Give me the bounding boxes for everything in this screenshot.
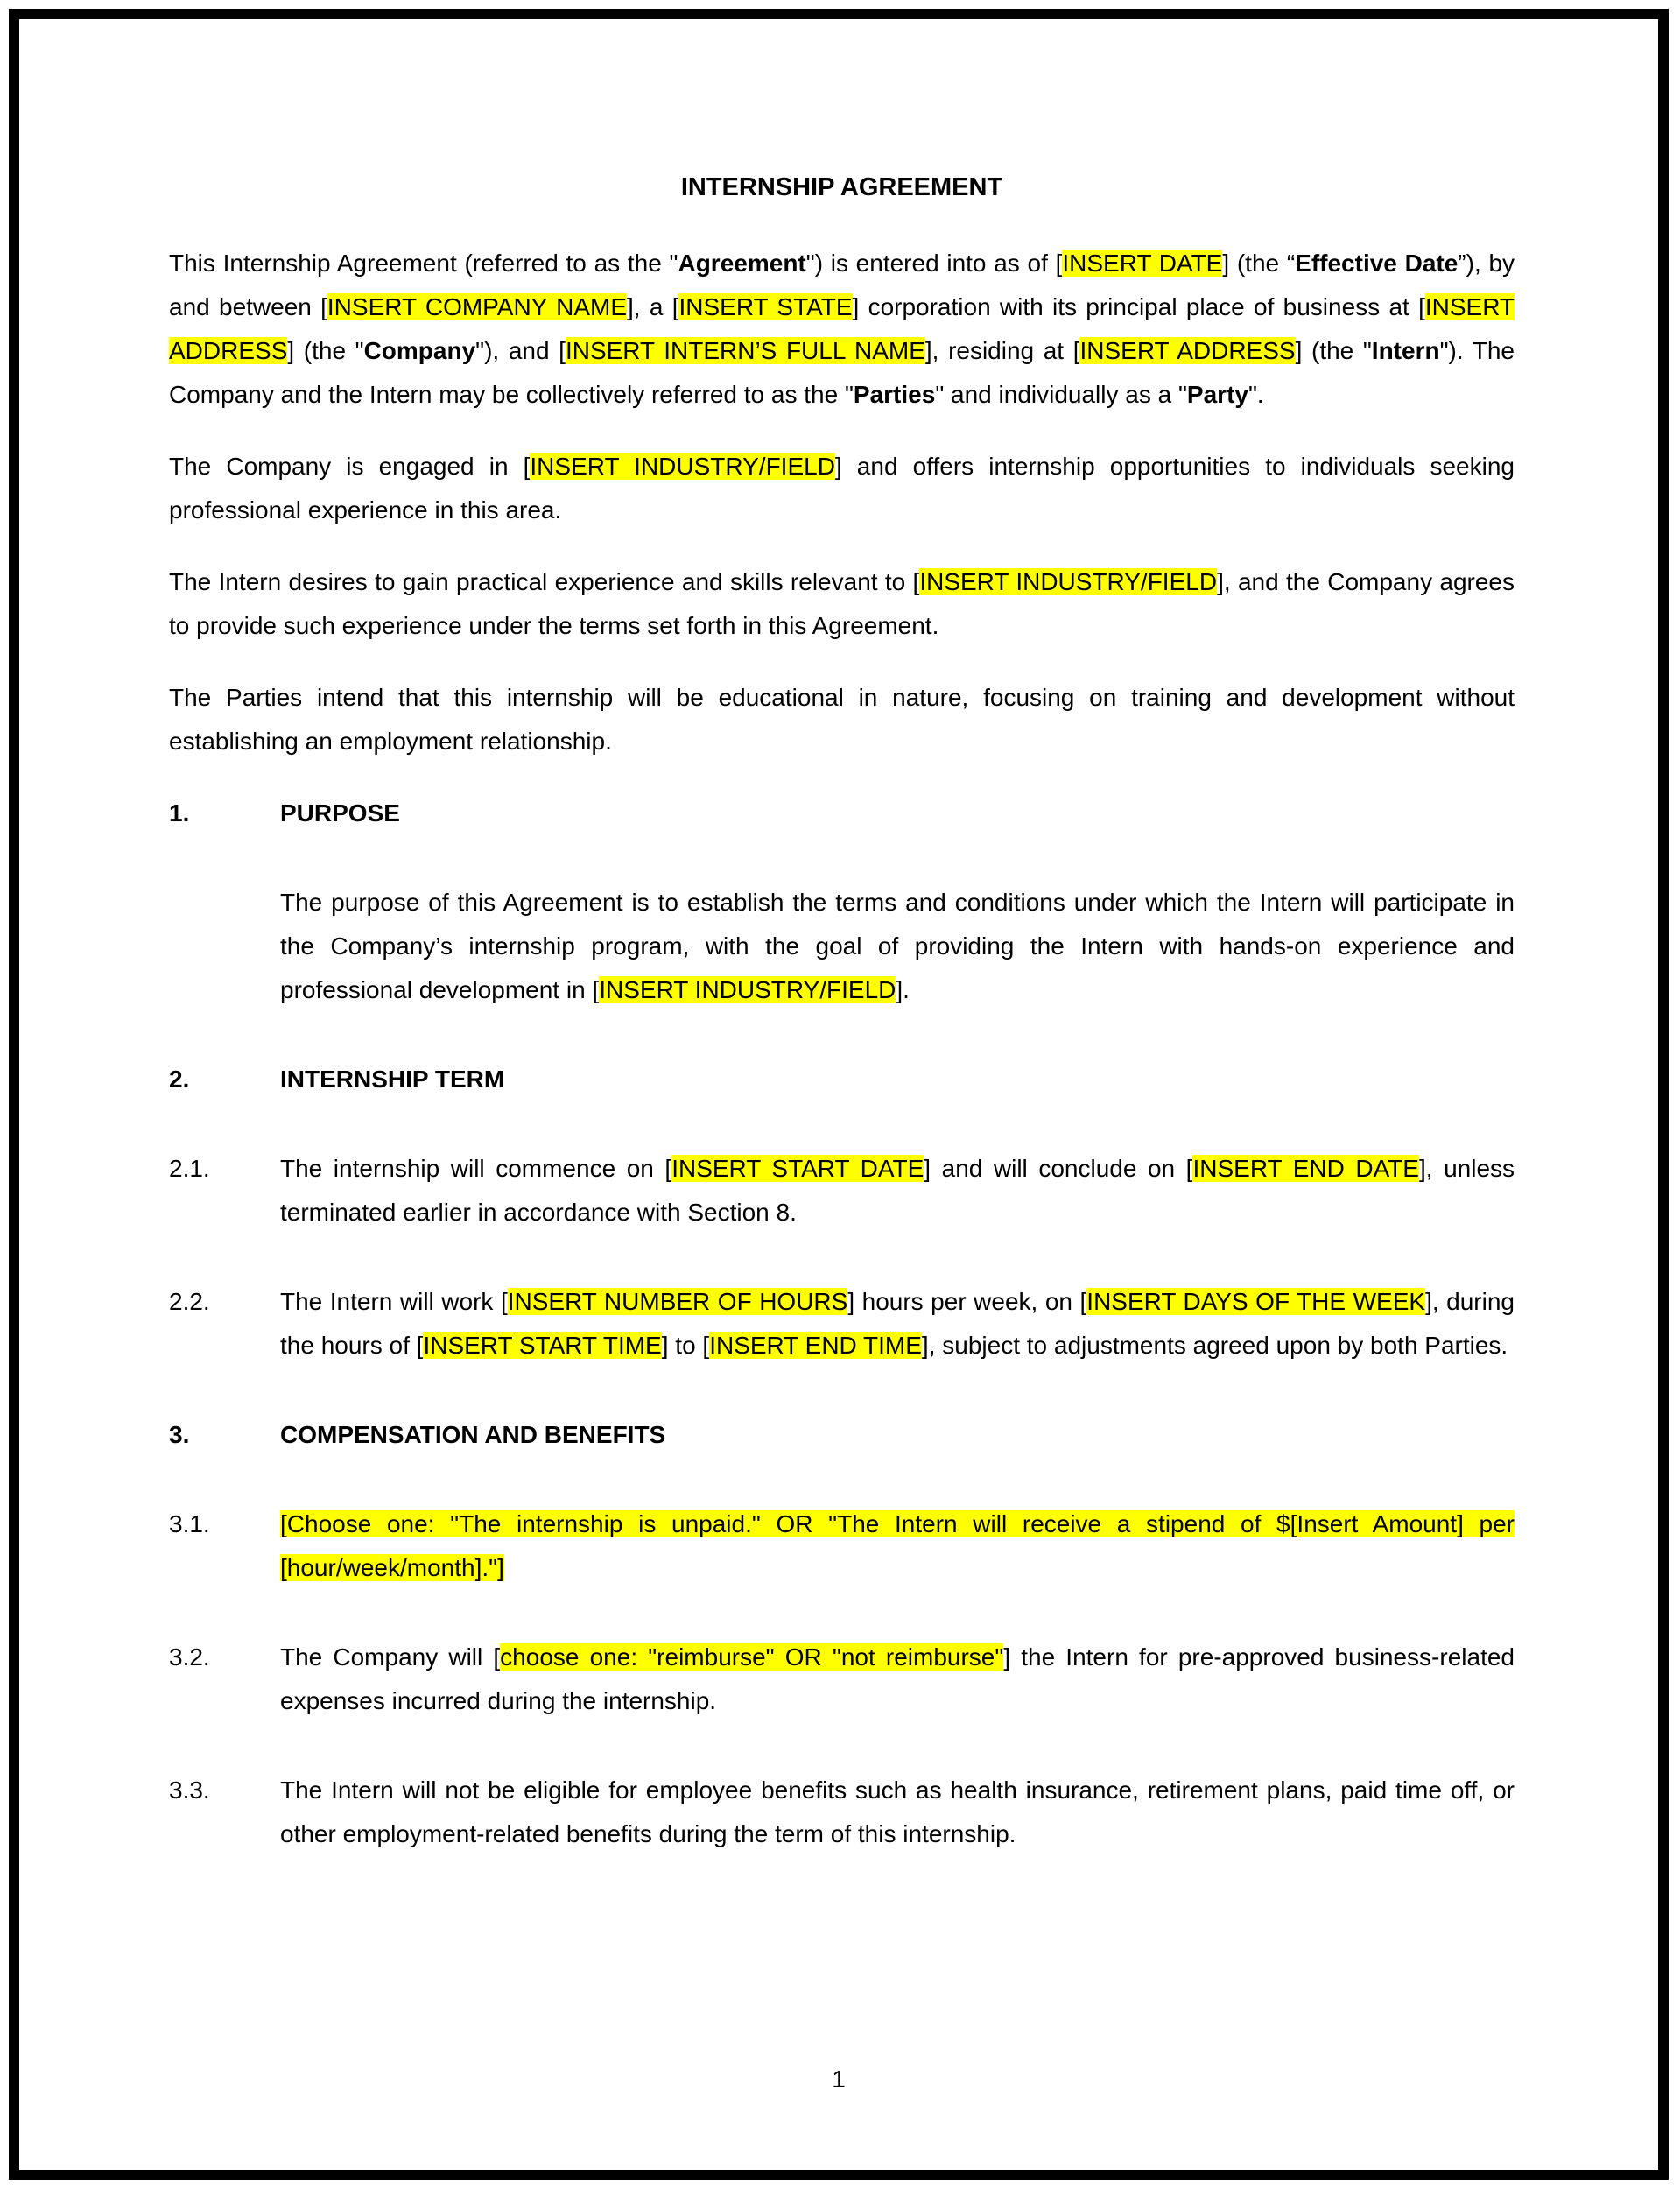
- clause-number: 3.3.: [169, 1776, 210, 1804]
- insert-placeholder: INSERT INDUSTRY/FIELD: [919, 568, 1218, 595]
- insert-placeholder: INSERT INDUSTRY/FIELD: [530, 453, 835, 480]
- clause-number: [169, 881, 280, 1012]
- insert-placeholder: INSERT INTERN’S FULL NAME: [565, 337, 925, 364]
- section-number: 2.: [169, 1066, 190, 1093]
- insert-placeholder: INSERT INDUSTRY/FIELD: [599, 976, 896, 1003]
- text-run: The purpose of this Agreement is to establish the terms and conditions under which the Intern will participate in the Company’s internship program, with the goal of providing the Intern with hands-on experience and professional development in [: [280, 889, 1515, 1003]
- clause-number: 2.2.: [169, 1288, 210, 1315]
- clause-text: [280, 1769, 1515, 1856]
- insert-placeholder: INSERT END TIME: [709, 1332, 922, 1359]
- text-run: The internship will commence on [: [280, 1155, 672, 1182]
- text-run: Company: [363, 337, 476, 364]
- text-run: ], unless terminated earlier in accordance with Section 8.: [280, 1155, 1515, 1226]
- section-heading-compensation: [169, 1413, 1515, 1457]
- clause-2-2: [169, 1280, 1515, 1368]
- text-run: ], during the hours of [: [280, 1288, 1515, 1359]
- clause-text: [280, 1502, 1515, 1590]
- clause-text: [280, 1280, 1515, 1368]
- text-run: ], and the Company agrees to provide such experience under the terms set forth in this Agreement.: [169, 568, 1515, 639]
- text-run: ”), by and between [: [169, 250, 1515, 320]
- insert-placeholder: INSERT STATE: [678, 293, 853, 320]
- text-run: ") is entered into as of [: [805, 250, 1063, 277]
- text-run: ] and offers internship opportunities to individuals seeking professional experience in this area.: [169, 453, 1515, 524]
- insert-placeholder: choose one: "reimburse" OR "not reimburse": [500, 1643, 1004, 1671]
- text-run: ], subject to adjustments agreed upon by both Parties.: [921, 1332, 1508, 1359]
- text-run: The Intern desires to gain practical experience and skills relevant to [: [169, 568, 920, 595]
- document-content: [19, 19, 1658, 1856]
- clause-purpose-body: [169, 881, 1515, 1012]
- text-run: ] hours per week, on [: [847, 1288, 1087, 1315]
- insert-placeholder: INSERT DAYS OF THE WEEK: [1086, 1288, 1426, 1315]
- clause-2-1: [169, 1147, 1515, 1235]
- text-run: ] corporation with its principal place of business at [: [852, 293, 1425, 320]
- text-run: ".: [1248, 381, 1264, 408]
- clause-number: 2.1.: [169, 1155, 210, 1182]
- section-title: INTERNSHIP TERM: [280, 1066, 505, 1093]
- clause-3-1: [169, 1502, 1515, 1590]
- insert-placeholder: INSERT COMPANY NAME: [327, 293, 628, 320]
- insert-placeholder: INSERT START DATE: [671, 1155, 924, 1182]
- clause-text: [280, 881, 1515, 1012]
- text-run: "). The Company and the Intern may be collectively referred to as the ": [169, 337, 1515, 408]
- text-run: This Internship Agreement (referred to as the ": [169, 250, 678, 277]
- clause-number: 3.2.: [169, 1643, 210, 1671]
- text-run: ] (the “: [1222, 250, 1296, 277]
- text-run: Intern: [1371, 337, 1440, 364]
- text-run: Parties: [853, 381, 936, 408]
- text-run: Effective Date: [1295, 250, 1459, 277]
- text-run: ] (the ": [287, 337, 364, 364]
- insert-placeholder: INSERT START TIME: [423, 1332, 662, 1359]
- clause-3-2: [169, 1636, 1515, 1723]
- clause-text: [280, 1636, 1515, 1723]
- section-title: PURPOSE: [280, 799, 400, 827]
- section-number: 3.: [169, 1421, 190, 1448]
- intro-paragraph-3: [169, 560, 1515, 648]
- clause-number: 3.1.: [169, 1510, 210, 1537]
- document-title: INTERNSHIP AGREEMENT: [680, 173, 1003, 201]
- section-number: 1.: [169, 799, 190, 827]
- insert-placeholder: INSERT ADDRESS: [169, 293, 1515, 364]
- insert-placeholder: INSERT END DATE: [1192, 1155, 1419, 1182]
- insert-placeholder: INSERT DATE: [1062, 250, 1223, 277]
- section-title: COMPENSATION AND BENEFITS: [280, 1421, 666, 1448]
- insert-placeholder: [Choose one: "The internship is unpaid." OR "The Intern will receive a stipend of $[Insert Amount] per [hour/week/month]."]: [280, 1510, 1515, 1581]
- text-run: ] and will conclude on [: [924, 1155, 1193, 1182]
- clause-text: [280, 1147, 1515, 1235]
- text-run: ] to [: [661, 1332, 710, 1359]
- intro-paragraph-4: [169, 676, 1515, 763]
- insert-placeholder: INSERT ADDRESS: [1079, 337, 1296, 364]
- text-run: ] the Intern for pre-approved business-related expenses incurred during the internship.: [280, 1643, 1515, 1714]
- section-heading-purpose: [169, 791, 1515, 835]
- text-run: The Intern will not be eligible for employee benefits such as health insurance, retirement plans, paid time off, or other employment-related benefits during the term of this internship.: [280, 1776, 1515, 1847]
- text-run: ].: [896, 976, 910, 1003]
- intro-paragraph-2: [169, 445, 1515, 532]
- insert-placeholder: INSERT NUMBER OF HOURS: [507, 1288, 848, 1315]
- intro-paragraph-1: [169, 242, 1515, 417]
- text-run: The Company will [: [280, 1643, 501, 1671]
- text-run: Agreement: [678, 250, 806, 277]
- text-run: Party: [1186, 381, 1248, 408]
- text-run: ], a [: [627, 293, 679, 320]
- page-number: 1: [832, 2065, 846, 2093]
- text-run: "), and [: [475, 337, 566, 364]
- text-run: The Parties intend that this internship will be educational in nature, focusing on training and development without establishing an employment relationship.: [169, 684, 1515, 755]
- clause-3-3: [169, 1769, 1515, 1856]
- text-run: ] (the ": [1295, 337, 1372, 364]
- text-run: " and individually as a ": [935, 381, 1187, 408]
- section-heading-internship-term: [169, 1058, 1515, 1101]
- text-run: The Company is engaged in [: [169, 453, 531, 480]
- text-run: The Intern will work [: [280, 1288, 508, 1315]
- text-run: ], residing at [: [924, 337, 1080, 364]
- page-border-frame: [9, 9, 1669, 2180]
